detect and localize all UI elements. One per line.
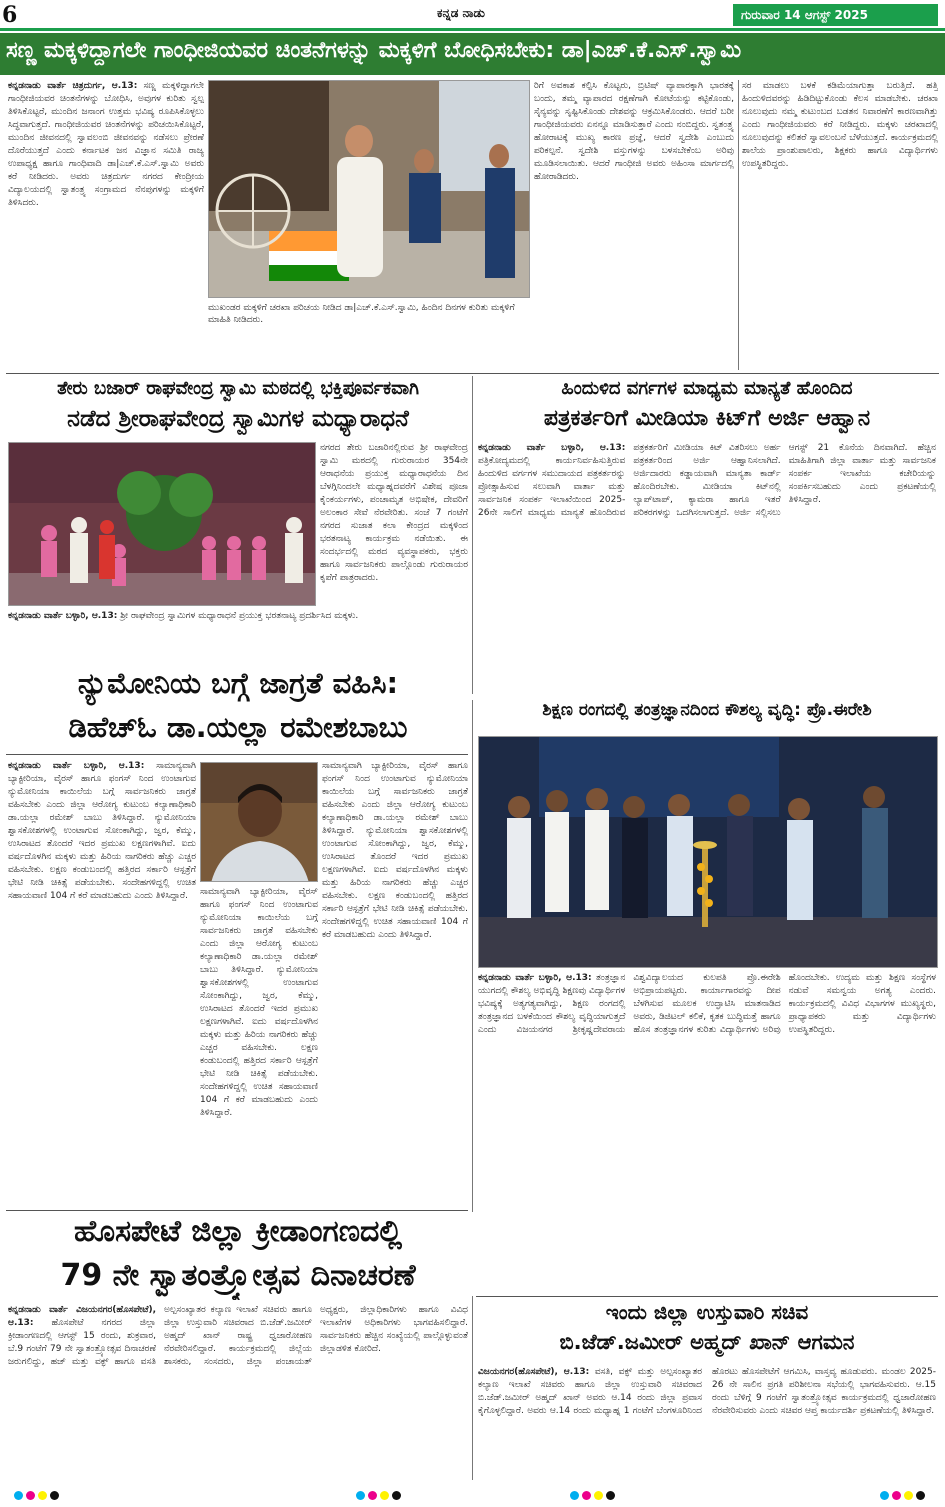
- article6-headline-2: 79 ನೇ ಸ್ವಾತಂತ್ರ್ಯೋತ್ಸವ ದಿನಾಚರಣೆ: [60, 1258, 416, 1293]
- article3-text: ಪತ್ರಿಕೋದ್ಯಮದಲ್ಲಿ ಕಾರ್ಯನಿರ್ವಹಿಸುತ್ತಿರುವ ಹಿಂದುಳಿದ ವರ್ಗಗಳ ಸಮುದಾಯದ ಪತ್ರಕರ್ತರನ್ನು ಪ್ರೋತ್ಸಾಹಿಸುವ ಸಲುವಾಗಿ ವಾರ್ತಾ ಮತ್ತು ಸಾರ್ವಜನಿಕ ಸಂಪರ್ಕ ಇಲಾಖೆಯಿಂದ 2025-26ನೇ ಸಾಲಿಗೆ ಮಾಧ್ಯಮ ಮಾನ್ಯತೆ ಹೊಂದಿರುವ ಪತ್ರಕರ್ತರಿಗೆ ಮೀಡಿಯಾ ಕಿಟ್ ವಿತರಿಸಲು ಅರ್ಹ ಪತ್ರಕರ್ತರಿಂದ ಅರ್ಜಿ ಆಹ್ವಾನಿಸಲಾಗಿದೆ. ಅರ್ಜಿದಾರರು ಕಡ್ಡಾಯವಾಗಿ ಮಾನ್ಯತಾ ಕಾರ್ಡ್ ಹೊಂದಿರಬೇಕು. ಮೀಡಿಯಾ ಕಿಟ್‌ನಲ್ಲಿ ಲ್ಯಾಪ್‌ಟಾಪ್, ಕ್ಯಾಮರಾ ಹಾಗೂ ಇತರೆ ಪರಿಕರಗಳನ್ನು ಒದಗಿಸಲಾಗುತ್ತದೆ. ಅರ್ಜಿ ಸಲ್ಲಿಸಲು ಆಗಸ್ಟ್ 21 ಕೊನೆಯ ದಿನವಾಗಿದೆ. ಹೆಚ್ಚಿನ ಮಾಹಿತಿಗಾಗಿ ಜಿಲ್ಲಾ ವಾರ್ತಾ ಮತ್ತು ಸಾರ್ವಜನಿಕ ಸಂಪರ್ಕ ಇಲಾಖೆಯ ಕಚೇರಿಯನ್ನು ಸಂಪರ್ಕಿಸಬಹುದು ಎಂದು ಪ್ರಕಟಣೆಯಲ್ಲಿ ತಿಳಿಸಿದ್ದಾರೆ.: [478, 443, 936, 518]
- lead-column-4: ಸರ ಮಾಡಲು ಬಳಕೆ ಕಡಿಮೆಯಾಗುತ್ತಾ ಬರುತ್ತಿದೆ. ಹತ್ತಿ ಹಿಂದುಳಿದವರನ್ನು ಹಿಡಿದಿಟ್ಟುಕೊಂಡು ಕೆಲಸ ಮಾಡಬೇಕು. ಚರಖಾ ನೂಲುವುದು ನಮ್ಮ ಕುಟುಂಬದ ಬಡತನ ನಿವಾರಣೆಗೆ ಕಾರಣವಾಗಿತ್ತು ಎಂದು ಗಾಂಧೀಜಿಯವರು ಕರೆ ನೀಡಿದ್ದರು. ಮಕ್ಕಳು ಚರಖಾದಲ್ಲಿ ನೂಲುವುದನ್ನು ಕಲಿತರೆ ಸ್ವಾವಲಂಬನೆ ಬೆಳೆಯುತ್ತದೆ. ಕಾರ್ಯಕ್ರಮದಲ್ಲಿ ಶಾಲೆಯ ಪ್ರಾಂಶುಪಾಲರು, ಶಿಕ್ಷಕರು ಹಾಗೂ ವಿದ್ಯಾರ್ಥಿಗಳು ಉಪಸ್ಥಿತರಿದ್ದರು.: [742, 81, 938, 169]
- yellow-dot-icon: [904, 1491, 913, 1500]
- column-divider: [472, 376, 473, 694]
- article7-text: ವಸತಿ, ವಕ್ಫ್ ಮತ್ತು ಅಲ್ಪಸಂಖ್ಯಾತರ ಕಲ್ಯಾಣ ಇಲಾಖೆ ಸಚಿವರು ಹಾಗೂ ಜಿಲ್ಲಾ ಉಸ್ತುವಾರಿ ಸಚಿವರಾದ ಬಿ.ಜೆಡ್.ಜಮೀರ್ ಅಹ್ಮದ್ ಖಾನ್ ಅವರು ಆ.14 ರಂದು ಜಿಲ್ಲಾ ಪ್ರವಾಸ ಕೈಗೊಳ್ಳಲಿದ್ದಾರೆ. ಅವರು ಆ.14 ರಂದು ಮಧ್ಯಾಹ್ನ 1 ಗಂಟೆಗೆ ಬೆಂಗಳೂರಿನಿಂದ ಹೊರಟು ಹೊಸಪೇಟೆಗೆ ಆಗಮಿಸಿ, ವಾಸ್ತವ್ಯ ಹೂಡುವರು. ಮಂಡಲ 2025-26 ನೇ ಸಾಲಿನ ಪ್ರಗತಿ ಪರಿಶೀಲನಾ ಸಭೆಯಲ್ಲಿ ಭಾಗವಹಿಸುವರು. ಆ.15 ರಂದು ಬೆಳಿಗ್ಗೆ 9 ಗಂಟೆಗೆ ಸ್ವಾತಂತ್ರ್ಯೋತ್ಸವ ಕಾರ್ಯಕ್ರಮದಲ್ಲಿ ಧ್ವಜಾರೋಹಣ ನೆರವೇರಿಸುವರು ಎಂದು ಸಚಿವರ ಆಪ್ತ ಕಾರ್ಯದರ್ಶಿ ಪ್ರಕಟಣೆಯಲ್ಲಿ ತಿಳಿಸಿದ್ದಾರೆ.: [478, 1367, 936, 1416]
- section-divider: [6, 754, 468, 755]
- article7-headline-1: ಇಂದು ಜಿಲ್ಲಾ ಉಸ್ತುವಾರಿ ಸಚಿವ: [605, 1300, 809, 1324]
- column-divider: [472, 700, 473, 1212]
- article2-headline-1: ತೇರು ಬಜಾರ್ ರಾಘವೇಂದ್ರ ಸ್ವಾಮಿ ಮಠದಲ್ಲಿ ಭಕ್ತಿಪೂರ್ವಕವಾಗಿ: [57, 378, 419, 399]
- lamp-lighting-photo-illustration: [479, 737, 938, 968]
- section-divider: [476, 1296, 938, 1297]
- dance-photo-illustration: [9, 443, 316, 606]
- article4-column-1: [8, 760, 196, 1206]
- cyan-dot-icon: [356, 1491, 365, 1500]
- article6-body: [8, 1304, 468, 1480]
- article6-byline: ಕನ್ನಡನಾಡು ವಾರ್ತೆ ವಿಜಯನಗರ(ಹೊಸಪೇಟೆ), ಆ.13:: [8, 1305, 156, 1328]
- article6-text: ಹೊಸಪೇಟೆ ನಗರದ ಜಿಲ್ಲಾ ಕ್ರೀಡಾಂಗಣದಲ್ಲಿ ಆಗಸ್ಟ್ 15 ರಂದು, ಶುಕ್ರವಾರ, ಬೆ.9 ಗಂಟೆಗೆ 79 ನೇ ಸ್ವಾತಂತ್ರ್ಯೋತ್ಸವ ದಿನಾಚರಣೆ ಜರುಗಲಿದ್ದು, ಹಜ್ ಮತ್ತು ವಕ್ಫ್ ಹಾಗೂ ವಸತಿ ಅಲ್ಪಸಂಖ್ಯಾತರ ಕಲ್ಯಾಣ ಇಲಾಖೆ ಸಚಿವರು ಹಾಗೂ ಜಿಲ್ಲಾ ಉಸ್ತುವಾರಿ ಸಚಿವರಾದ ಬಿ.ಜೆಡ್.ಜಮೀರ್ ಅಹ್ಮದ್ ಖಾನ್ ರಾಷ್ಟ್ರ ಧ್ವಜಾರೋಹಣ ನೆರವೇರಿಸಲಿದ್ದಾರೆ. ಕಾರ್ಯಕ್ರಮದಲ್ಲಿ ಜಿಲ್ಲೆಯ ಶಾಸಕರು, ಸಂಸದರು, ಜಿಲ್ಲಾ ಪಂಚಾಯತ್ ಅಧ್ಯಕ್ಷರು, ಜಿಲ್ಲಾಧಿಕಾರಿಗಳು ಹಾಗೂ ವಿವಿಧ ಇಲಾಖೆಗಳ ಅಧಿಕಾರಿಗಳು ಭಾಗವಹಿಸಲಿದ್ದಾರೆ. ಸಾರ್ವಜನಿಕರು ಹೆಚ್ಚಿನ ಸಂಖ್ಯೆಯಲ್ಲಿ ಪಾಲ್ಗೊಳ್ಳುವಂತೆ ಜಿಲ್ಲಾಡಳಿತ ಕೋರಿದೆ.: [8, 1305, 468, 1367]
- magenta-dot-icon: [368, 1491, 377, 1500]
- article4-column-2: ಸಾಮಾನ್ಯವಾಗಿ ಬ್ಯಾಕ್ಟೀರಿಯಾ, ವೈರಸ್ ಹಾಗೂ ಫಂಗಸ್ ನಿಂದ ಉಂಟಾಗುವ ನ್ಯುಮೋನಿಯಾ ಕಾಯಿಲೆಯ ಬಗ್ಗೆ ಸಾರ್ವಜನಿಕರು ಜಾಗ್ರತೆ ವಹಿಸಬೇಕು ಎಂದು ಜಿಲ್ಲಾ ಆರೋಗ್ಯ ಕುಟುಂಬ ಕಲ್ಯಾಣಾಧಿಕಾರಿ ಡಾ.ಯಲ್ಲಾ ರಮೇಶ್ ಬಾಬು ತಿಳಿಸಿದ್ದಾರೆ. ನ್ಯುಮೋನಿಯಾ ಶ್ವಾಸಕೋಶಗಳಲ್ಲಿ ಉಂಟಾಗುವ ಸೋಂಕಾಗಿದ್ದು, ಜ್ವರ, ಕೆಮ್ಮು, ಉಸಿರಾಟದ ತೊಂದರೆ ಇದರ ಪ್ರಮುಖ ಲಕ್ಷಣಗಳಾಗಿವೆ. ಐದು ವರ್ಷದೊಳಗಿನ ಮಕ್ಕಳು ಮತ್ತು ಹಿರಿಯ ನಾಗರಿಕರು ಹೆಚ್ಚು ಎಚ್ಚರ ವಹಿಸಬೇಕು. ಲಕ್ಷಣ ಕಂಡುಬಂದಲ್ಲಿ ಹತ್ತಿರದ ಸರ್ಕಾರಿ ಆಸ್ಪತ್ರೆಗೆ ಭೇಟಿ ನೀಡಿ ಚಿಕಿತ್ಸೆ ಪಡೆಯಬೇಕು. ಸಂದೇಹಗಳಿದ್ದಲ್ಲಿ ಉಚಿತ ಸಹಾಯವಾಣಿ 104 ಗೆ ಕರೆ ಮಾಡಬಹುದು ಎಂದು ತಿಳಿಸಿದ್ದಾರೆ.: [200, 887, 318, 1118]
- article4-text: ಸಾಮಾನ್ಯವಾಗಿ ಬ್ಯಾಕ್ಟೀರಿಯಾ, ವೈರಸ್ ಹಾಗೂ ಫಂಗಸ್ ನಿಂದ ಉಂಟಾಗುವ ನ್ಯುಮೋನಿಯಾ ಕಾಯಿಲೆಯ ಬಗ್ಗೆ ಸಾರ್ವಜನಿಕರು ಜಾಗ್ರತೆ ವಹಿಸಬೇಕು ಎಂದು ಜಿಲ್ಲಾ ಆರೋಗ್ಯ ಕುಟುಂಬ ಕಲ್ಯಾಣಾಧಿಕಾರಿ ಡಾ.ಯಲ್ಲಾ ರಮೇಶ್ ಬಾಬು ತಿಳಿಸಿದ್ದಾರೆ. ನ್ಯುಮೋನಿಯಾ ಶ್ವಾಸಕೋಶಗಳಲ್ಲಿ ಉಂಟಾಗುವ ಸೋಂಕಾಗಿದ್ದು, ಜ್ವರ, ಕೆಮ್ಮು, ಉಸಿರಾಟದ ತೊಂದರೆ ಇದರ ಪ್ರಮುಖ ಲಕ್ಷಣಗಳಾಗಿವೆ. ಐದು ವರ್ಷದೊಳಗಿನ ಮಕ್ಕಳು ಮತ್ತು ಹಿರಿಯ ನಾಗರಿಕರು ಹೆಚ್ಚು ಎಚ್ಚರ ವಹಿಸಬೇಕು. ಲಕ್ಷಣ ಕಂಡುಬಂದಲ್ಲಿ ಹತ್ತಿರದ ಸರ್ಕಾರಿ ಆಸ್ಪತ್ರೆಗೆ ಭೇಟಿ ನೀಡಿ ಚಿಕಿತ್ಸೆ ಪಡೆಯಬೇಕು. ಸಂದೇಹಗಳಿದ್ದಲ್ಲಿ ಉಚಿತ ಸಹಾಯವಾಣಿ 104 ಗೆ ಕರೆ ಮಾಡಬಹುದು ಎಂದು ತಿಳಿಸಿದ್ದಾರೆ.: [8, 761, 196, 901]
- article5-text: ತಂತ್ರಜ್ಞಾನ ಯುಗದಲ್ಲಿ ಕೌಶಲ್ಯ ಅಭಿವೃದ್ಧಿ ಶಿಕ್ಷಣವು ವಿದ್ಯಾರ್ಥಿಗಳ ಭವಿಷ್ಯಕ್ಕೆ ಅತ್ಯಗತ್ಯವಾಗಿದ್ದು, ಶಿಕ್ಷಣ ರಂಗದಲ್ಲಿ ತಂತ್ರಜ್ಞಾನದ ಬಳಕೆಯಿಂದ ಕೌಶಲ್ಯ ವೃದ್ಧಿಯಾಗುತ್ತದೆ ಎಂದು ವಿಜಯನಗರ ಶ್ರೀಕೃಷ್ಣದೇವರಾಯ ವಿಶ್ವವಿದ್ಯಾಲಯದ ಕುಲಪತಿ ಪ್ರೊ.ಈರೇಶಿ ಅಭಿಪ್ರಾಯಪಟ್ಟರು. ಕಾರ್ಯಾಗಾರವನ್ನು ದೀಪ ಬೆಳಗಿಸುವ ಮೂಲಕ ಉದ್ಘಾಟಿಸಿ ಮಾತನಾಡಿದ ಅವರು, ಡಿಜಿಟಲ್ ಕಲಿಕೆ, ಕೃತಕ ಬುದ್ಧಿಮತ್ತೆ ಹಾಗೂ ಹೊಸ ತಂತ್ರಜ್ಞಾನಗಳ ಕುರಿತು ವಿದ್ಯಾರ್ಥಿಗಳು ಅರಿವು ಹೊಂದಬೇಕು. ಉದ್ಯಮ ಮತ್ತು ಶಿಕ್ಷಣ ಸಂಸ್ಥೆಗಳ ನಡುವೆ ಸಮನ್ವಯ ಅಗತ್ಯ ಎಂದರು. ಕಾರ್ಯಕ್ರಮದಲ್ಲಿ ವಿವಿಧ ವಿಭಾಗಗಳ ಮುಖ್ಯಸ್ಥರು, ಪ್ರಾಧ್ಯಾಪಕರು ಮತ್ತು ವಿದ್ಯಾರ್ಥಿಗಳು ಉಪಸ್ಥಿತರಿದ್ದರು.: [478, 973, 936, 1035]
- black-dot-icon: [392, 1491, 401, 1500]
- column-divider: [738, 80, 739, 370]
- header-rule: [0, 28, 945, 31]
- portrait-photo: [200, 762, 318, 882]
- article2-text-upper: ನಗರದ ತೇರು ಬಜಾರಿನಲ್ಲಿರುವ ಶ್ರೀ ರಾಘವೇಂದ್ರ ಸ್ವಾಮಿ ಮಠದಲ್ಲಿ ಗುರುರಾಯರ 354ನೇ ಆರಾಧನೆಯ ಪ್ರಯುಕ್ತ ಮಧ್ಯಾರಾಧನೆಯ ದಿನ ಬೆಳಗ್ಗಿನಿಂದಲೇ ಮಧ್ಯಾಹ್ನದವರೆಗೆ ವಿಶೇಷ ಪೂಜಾ ಕೈಂಕರ್ಯಗಳು, ಪಂಚಾಮೃತ ಅಭಿಷೇಕ, ದೇವರಿಗೆ ಅಲಂಕಾರ ಸೇವೆ ನೆರವೇರಿತು. ಸಂಜೆ 7 ಗಂಟೆಗೆ ನಗರದ ಸುಜಾತ ಕಲಾ ಕೇಂದ್ರದ ಮಕ್ಕಳಿಂದ ಭರತನಾಟ್ಯ ಕಾರ್ಯಕ್ರಮ ನಡೆಯಿತು. ಈ ಸಂದರ್ಭದಲ್ಲಿ ಮಠದ ವ್ಯವಸ್ಥಾಪಕರು, ಭಕ್ತರು ಹಾಗೂ ಸಾರ್ವಜನಿಕರು ಪಾಲ್ಗೊಂಡು ಗುರುರಾಯರ ಕೃಪೆಗೆ ಪಾತ್ರರಾದರು.: [320, 443, 468, 583]
- article2-headline-2: ನಡೆದ ಶ್ರೀರಾಘವೇಂದ್ರ ಸ್ವಾಮಿಗಳ ಮಧ್ಯಾರಾಧನೆ: [67, 406, 409, 432]
- cyan-dot-icon: [14, 1491, 23, 1500]
- article4-headline-2: ಡಿಹೆಚ್‌ಓ ಡಾ.ಯಲ್ಲಾ ರಮೇಶಬಾಬು: [68, 710, 408, 744]
- black-dot-icon: [606, 1491, 615, 1500]
- charkha-photo-illustration: [209, 81, 530, 298]
- article2-byline: ಕನ್ನಡನಾಡು ವಾರ್ತೆ ಬಳ್ಳಾರಿ, ಆ.13:: [8, 611, 118, 621]
- yellow-dot-icon: [38, 1491, 47, 1500]
- lead-photo-caption: ಮುಖಂಡರ ಮಕ್ಕಳಿಗೆ ಚರಖಾ ಪರಿಚಯ ನೀಡಿದ ಡಾ|ಎಚ್.ಕೆ.ಎಸ್.ಸ್ವಾಮಿ, ಹಿಂದಿನ ದಿನಗಳ ಕುರಿತು ಮಕ್ಕಳಿಗೆ ಮಾಹಿತಿ ನೀಡಿದರು.: [208, 303, 515, 325]
- article2-text-lower: [8, 610, 468, 662]
- lead-column-1: [8, 80, 204, 370]
- cyan-dot-icon: [570, 1491, 579, 1500]
- article4-column-3: ಸಾಮಾನ್ಯವಾಗಿ ಬ್ಯಾಕ್ಟೀರಿಯಾ, ವೈರಸ್ ಹಾಗೂ ಫಂಗಸ್ ನಿಂದ ಉಂಟಾಗುವ ನ್ಯುಮೋನಿಯಾ ಕಾಯಿಲೆಯ ಬಗ್ಗೆ ಸಾರ್ವಜನಿಕರು ಜಾಗ್ರತೆ ವಹಿಸಬೇಕು ಎಂದು ಜಿಲ್ಲಾ ಆರೋಗ್ಯ ಕುಟುಂಬ ಕಲ್ಯಾಣಾಧಿಕಾರಿ ಡಾ.ಯಲ್ಲಾ ರಮೇಶ್ ಬಾಬು ತಿಳಿಸಿದ್ದಾರೆ. ನ್ಯುಮೋನಿಯಾ ಶ್ವಾಸಕೋಶಗಳಲ್ಲಿ ಉಂಟಾಗುವ ಸೋಂಕಾಗಿದ್ದು, ಜ್ವರ, ಕೆಮ್ಮು, ಉಸಿರಾಟದ ತೊಂದರೆ ಇದರ ಪ್ರಮುಖ ಲಕ್ಷಣಗಳಾಗಿವೆ. ಐದು ವರ್ಷದೊಳಗಿನ ಮಕ್ಕಳು ಮತ್ತು ಹಿರಿಯ ನಾಗರಿಕರು ಹೆಚ್ಚು ಎಚ್ಚರ ವಹಿಸಬೇಕು. ಲಕ್ಷಣ ಕಂಡುಬಂದಲ್ಲಿ ಹತ್ತಿರದ ಸರ್ಕಾರಿ ಆಸ್ಪತ್ರೆಗೆ ಭೇಟಿ ನೀಡಿ ಚಿಕಿತ್ಸೆ ಪಡೆಯಬೇಕು. ಸಂದೇಹಗಳಿದ್ದಲ್ಲಿ ಉಚಿತ ಸಹಾಯವಾಣಿ 104 ಗೆ ಕರೆ ಮಾಡಬಹುದು ಎಂದು ತಿಳಿಸಿದ್ದಾರೆ.: [322, 761, 468, 940]
- masthead: ಕನ್ನಡ ನಾಡು: [437, 6, 485, 20]
- page-number: 6: [2, 2, 18, 28]
- article6-headline-1: ಹೊಸಪೇಟೆ ಜಿಲ್ಲಾ ಕ್ರೀಡಾಂಗಣದಲ್ಲಿ: [73, 1214, 403, 1249]
- section-divider: [6, 1210, 468, 1211]
- cyan-dot-icon: [880, 1491, 889, 1500]
- lead-byline: ಕನ್ನಡನಾಡು ವಾರ್ತೆ ಚಿತ್ರದುರ್ಗ, ಆ.13:: [8, 81, 138, 91]
- article3-byline: ಕನ್ನಡನಾಡು ವಾರ್ತೆ ಬಳ್ಳಾರಿ, ಆ.13:: [478, 443, 626, 453]
- print-registration-footer: [0, 1484, 945, 1507]
- date-bar: ಗುರುವಾರ 14 ಆಗಸ್ಟ್ 2025: [733, 4, 938, 26]
- lead-photo: [208, 80, 530, 298]
- article3-headline-1: ಹಿಂದುಳಿದ ವರ್ಗಗಳ ಮಾಧ್ಯಮ ಮಾನ್ಯತೆ ಹೊಂದಿದ: [561, 378, 853, 399]
- lead-column-3: ರಿಗೆ ಅವಕಾಶ ಕಲ್ಪಿಸಿ ಕೊಟ್ಟರು, ಬ್ರಿಟಿಷ್ ವ್ಯಾಪಾರಕ್ಕಾಗಿ ಭಾರತಕ್ಕೆ ಬಂದು, ತಮ್ಮ ವ್ಯಾಪಾರದ ರಕ್ಷಣೆಗಾಗಿ ಕೋಟೆಯನ್ನು ಕಟ್ಟಿಕೊಂಡು, ಸೈನ್ಯವನ್ನು ಸೃಷ್ಟಿಸಿಕೊಂಡು ದೇಶವನ್ನು ಆಕ್ರಮಿಸಿಕೊಂಡರು. ಆದರೆ ಬರೀ ಗಾಂಧೀಜಿಯವರು ಏನನ್ನೂ ಮಾಡಿಸುತ್ತಾರೆ ಎಂದು ನಂಬಿದ್ದರು. ಸ್ವತಂತ್ರ್ಯ ಹೋರಾಟಕ್ಕೆ ಮುಖ್ಯ ಕಾರಣ ಪ್ರಜ್ಞೆ, ಆದರೆ ಸ್ವದೇಶಿ ಎಂಬುದು ಪರಿಕಲ್ಪನೆ. ಸ್ವದೇಶಿ ವಸ್ತುಗಳನ್ನು ಬಳಸಬೇಕೆಂಬ ಅರಿವು ಮೂಡಿಸಲಾಯಿತು. ಆದರೆ ಗಾಂಧೀಜಿ ಅವರು ಅಹಿಂಸಾ ಮಾರ್ಗದಲ್ಲಿ ಹೋರಾಡಿದರು.: [534, 81, 734, 182]
- article7-body: [478, 1366, 936, 1480]
- yellow-dot-icon: [380, 1491, 389, 1500]
- article5-photo: [478, 736, 938, 968]
- article2-photo: [8, 442, 316, 606]
- article3-headline-2: ಪತ್ರಕರ್ತರಿಗೆ ಮೀಡಿಯಾ ಕಿಟ್‌ಗೆ ಅರ್ಜಿ ಆಹ್ವಾನ: [543, 406, 871, 431]
- article5-body: [478, 972, 936, 1294]
- article3-body: [478, 442, 936, 692]
- article4-byline: ಕನ್ನಡನಾಡು ವಾರ್ತೆ ಬಳ್ಳಾರಿ, ಆ.13:: [8, 761, 145, 771]
- article4-headline-1: ನ್ಯುಮೋನಿಯ ಬಗ್ಗೆ ಜಾಗ್ರತೆ ವಹಿಸಿ:: [77, 666, 399, 700]
- lead-text-1: ಸಣ್ಣ ಮಕ್ಕಳಿದ್ದಾಗಲೇ ಗಾಂಧೀಜಿಯವರ ಚಿಂತನೆಗಳನ್ನು ಬೋಧಿಸಿ, ಅವುಗಳ ಕುರಿತು ಸ್ವಲ್ಪ ತಿಳಿಸಿಕೊಟ್ಟರೆ, ಮುಂದಿನ ಜನಾಂಗ ಉತ್ತಮ ಭವಿಷ್ಯ ರೂಪಿಸಿಕೊಳ್ಳಲು ಸಿದ್ಧವಾಗುತ್ತದೆ. ಗಾಂಧೀಜಿಯವರ ಚಿಂತನೆಗಳನ್ನು ಪರಿಚಯಿಸಿಕೊಟ್ಟರೆ, ಮುಂದಿನ ಜೀವನದಲ್ಲಿ ಸ್ವಾವಲಂಬಿ ಜೀವನವನ್ನು ನಡೆಸಲು ಪ್ರೇರಣೆ ದೊರೆಯುತ್ತದೆ ಎಂದು ಕರ್ನಾಟಕ ಜನ ವಿಜ್ಞಾನ ಸಮಿತಿ ರಾಜ್ಯ ಉಪಾಧ್ಯಕ್ಷ ಹಾಗೂ ಗಾಂಧಿವಾದಿ ಡಾ|ಎಚ್.ಕೆ.ಎಸ್.ಸ್ವಾಮಿ ಅವರು ಕರೆ ನೀಡಿದರು. ಅವರು ಚಿತ್ರದುರ್ಗ ನಗರದ ಕೇಂದ್ರೀಯ ವಿದ್ಯಾಲಯದಲ್ಲಿ ಸ್ವಾತಂತ್ರ್ಯ ಸಂಗ್ರಾಮದ ನೆನಪುಗಳನ್ನು ಮಕ್ಕಳಿಗೆ ತಿಳಿಸಿದರು.: [8, 81, 204, 208]
- black-dot-icon: [50, 1491, 59, 1500]
- article5-byline: ಕನ್ನಡನಾಡು ವಾರ್ತೆ ಬಳ್ಳಾರಿ, ಆ.13:: [478, 973, 592, 983]
- yellow-dot-icon: [594, 1491, 603, 1500]
- article7-headline-2: ಬಿ.ಜೆಡ್.ಜಮೀರ್ ಅಹ್ಮದ್ ಖಾನ್ ಆಗಮನ: [559, 1330, 855, 1354]
- black-dot-icon: [916, 1491, 925, 1500]
- magenta-dot-icon: [582, 1491, 591, 1500]
- magenta-dot-icon: [892, 1491, 901, 1500]
- doctor-portrait-illustration: [201, 763, 318, 882]
- magenta-dot-icon: [26, 1491, 35, 1500]
- section-divider: [6, 373, 939, 374]
- article7-byline: ವಿಜಯನಗರ(ಹೊಸಪೇಟೆ), ಆ.13:: [478, 1367, 590, 1377]
- article2-caption: ಶ್ರೀ ರಾಘವೇಂದ್ರ ಸ್ವಾಮಿಗಳ ಮಧ್ಯಾರಾಧನೆ ಪ್ರಯುಕ್ತ ಭರತನಾಟ್ಯ ಪ್ರದರ್ಶಿಸಿದ ಮಕ್ಕಳು.: [120, 611, 359, 621]
- column-divider: [472, 1296, 473, 1480]
- lead-headline: ಸಣ್ಣ ಮಕ್ಕಳಿದ್ದಾಗಲೇ ಗಾಂಧೀಜಿಯವರ ಚಿಂತನೆಗಳನ್ನು ಮಕ್ಕಳಿಗೆ ಬೋಧಿಸಬೇಕು: ಡಾ|ಎಚ್.ಕೆ.ಎಸ್.ಸ್ವಾಮಿ: [6, 38, 742, 63]
- article5-headline: ಶಿಕ್ಷಣ ರಂಗದಲ್ಲಿ ತಂತ್ರಜ್ಞಾನದಿಂದ ಕೌಶಲ್ಯ ವೃದ್ಧಿ: ಪ್ರೊ.ಈರೇಶಿ: [542, 700, 872, 720]
